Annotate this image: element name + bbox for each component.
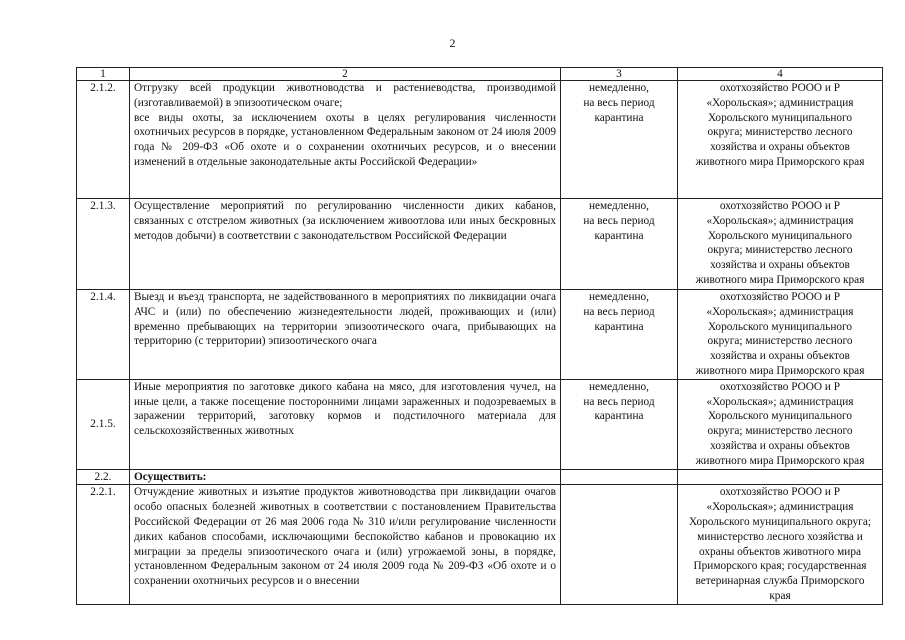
term-line: карантина xyxy=(594,320,644,333)
responsible-line: хозяйства и охраны объектов xyxy=(710,259,850,272)
term-line: на весь период xyxy=(583,395,655,408)
term-cell xyxy=(561,81,678,199)
row-number: 2.1.3. xyxy=(77,199,130,290)
responsible-line: охотхозяйство РООО и Р xyxy=(719,291,841,303)
measure-text xyxy=(130,379,561,469)
header-col-3: 3 xyxy=(561,68,678,81)
responsible-line: охотхозяйство РООО и Р xyxy=(719,82,841,94)
responsible-line: ветеринарная служба Приморского xyxy=(695,575,865,588)
table-row xyxy=(77,469,883,485)
responsible-cell xyxy=(678,290,883,380)
header-col-2: 2 xyxy=(130,68,561,81)
measure-text xyxy=(130,290,561,380)
term-cell xyxy=(561,469,678,485)
responsible-line: хозяйства и охраны объектов xyxy=(710,141,850,154)
responsible-line: животного мира Приморского края xyxy=(695,364,865,377)
responsible-line: «Хорольская»; администрация xyxy=(706,395,854,408)
responsible-line: «Хорольская»; администрация xyxy=(706,305,854,318)
row-number: 2.1.2. xyxy=(77,81,130,199)
responsible-line: Хорольского муниципального xyxy=(707,410,853,423)
responsible-line: Приморского края; государственная xyxy=(693,560,867,573)
measure-text xyxy=(130,199,561,290)
responsible-line: края xyxy=(769,589,791,602)
responsible-cell xyxy=(678,485,883,605)
measure-paragraph: Отгрузку всей продукции животноводства и растениеводства, производимой (изготавливаемой) в эпизоотическом очаге; xyxy=(134,82,556,109)
responsible-line: хозяйства и охраны объектов xyxy=(710,439,850,452)
row-number: 2.2. xyxy=(77,469,130,485)
term-line: на весь период xyxy=(583,96,655,109)
responsible-line: Хорольского муниципального xyxy=(707,229,853,242)
page-number: 2 xyxy=(449,36,456,50)
term-cell xyxy=(561,379,678,469)
responsible-line: «Хорольская»; администрация xyxy=(706,214,854,227)
responsible-line: Хорольского муниципального xyxy=(707,320,853,333)
responsible-line: охотхозяйство РООО и Р xyxy=(719,380,841,393)
responsible-line: Хорольского муниципального округа; xyxy=(689,515,871,528)
responsible-cell xyxy=(678,379,883,469)
table-row xyxy=(77,379,883,469)
responsible-line: округа; министерство лесного xyxy=(707,244,853,257)
table-row xyxy=(77,290,883,380)
header-col-4: 4 xyxy=(678,68,883,81)
term-line: немедленно, xyxy=(588,380,650,393)
responsible-cell xyxy=(678,81,883,199)
table-header-row xyxy=(77,68,883,81)
term-line: карантина xyxy=(594,111,644,124)
responsible-line: «Хорольская»; администрация xyxy=(706,501,854,514)
term-line: карантина xyxy=(594,410,644,423)
measure-paragraph: Выезд и въезд транспорта, не задействованного в мероприятиях по ликвидации очага АЧС и (или) по обеспечению жизнедеятельности людей, проживающих и (или) временно пребывающих на территории эпизоотического очага, прибывающих на территорию (с территории) эпизоотического очага xyxy=(134,291,556,348)
row-number: 2.1.5. xyxy=(77,379,130,469)
responsible-line: округа; министерство лесного xyxy=(707,126,853,139)
section-heading: Осуществить: xyxy=(130,469,561,485)
term-line: немедленно, xyxy=(588,200,650,212)
measure-paragraph: Отчуждение животных и изъятие продуктов животноводства при ликвидации очагов особо опасных болезней животных в соответствии с постановлением Правительства Российской Федерации от 26 мая 2006 года № 310 и/или регулирование численности диких кабанов способами, исключающими беспокойство кабанов и провокацию их миграции за пределы эпизоотического очага и (или) угрожаемой зоны, в порядке, установленном Федеральным законом от 24 июля 2009 года № 209-ФЗ «Об охоте и о сохранении охотничьих ресурсов и о внесении xyxy=(134,486,556,588)
responsible-line: животного мира Приморского края xyxy=(695,454,865,467)
responsible-cell xyxy=(678,199,883,290)
term-line: немедленно, xyxy=(588,82,650,94)
measure-paragraph: Осуществление мероприятий по регулированию численности диких кабанов, связанных с отстрелом животных (за исключением живоотлова или иных бескровных методов добычи) в соответствии с законодательством Российской Федерации xyxy=(134,200,556,242)
responsible-line: округа; министерство лесного xyxy=(707,335,853,348)
term-line: на весь период xyxy=(583,305,655,318)
responsible-line: министерство лесного хозяйства и xyxy=(697,530,863,543)
measure-paragraph: Иные мероприятия по заготовке дикого кабана на мясо, для изготовления чучел, на иные цели, а также посещение посторонними лицами зараженных и подозреваемых в заражении территорий, заготовку кормов и подстилочного материала для сельскохозяйственных животных xyxy=(134,380,556,438)
responsible-line: хозяйства и охраны объектов xyxy=(710,350,850,363)
measure-paragraph: все виды охоты, за исключением охоты в целях регулирования численности охотничьих ресурсов в порядке, установленном Федеральным законом от 24 июля 2009 года № 209-ФЗ «Об охоте и о сохранении охотничьих ресурсов, и о внесении изменений в отдельные законодательные акты Российской Федерации» xyxy=(134,111,556,168)
row-number: 2.2.1. xyxy=(77,485,130,605)
table-row xyxy=(77,81,883,199)
table-row xyxy=(77,199,883,290)
responsible-line: «Хорольская»; администрация xyxy=(706,96,854,109)
row-number: 2.1.4. xyxy=(77,290,130,380)
responsible-cell xyxy=(678,469,883,485)
measure-text xyxy=(130,485,561,605)
header-col-1: 1 xyxy=(77,68,130,81)
measures-table xyxy=(76,67,883,605)
responsible-line: Хорольского муниципального xyxy=(707,111,853,124)
term-line: немедленно, xyxy=(588,291,650,303)
responsible-line: животного мира Приморского края xyxy=(695,155,865,168)
table-row xyxy=(77,485,883,605)
responsible-line: животного мира Приморского края xyxy=(695,273,865,286)
responsible-line: охраны объектов животного мира xyxy=(699,545,861,558)
term-cell xyxy=(561,485,678,605)
term-line: на весь период xyxy=(583,214,655,227)
responsible-line: охотхозяйство РООО и Р xyxy=(719,486,841,499)
responsible-line: охотхозяйство РООО и Р xyxy=(719,200,841,212)
measure-text xyxy=(130,81,561,199)
responsible-line: округа; министерство лесного xyxy=(707,425,853,438)
term-line: карантина xyxy=(594,229,644,242)
term-cell xyxy=(561,290,678,380)
term-cell xyxy=(561,199,678,290)
